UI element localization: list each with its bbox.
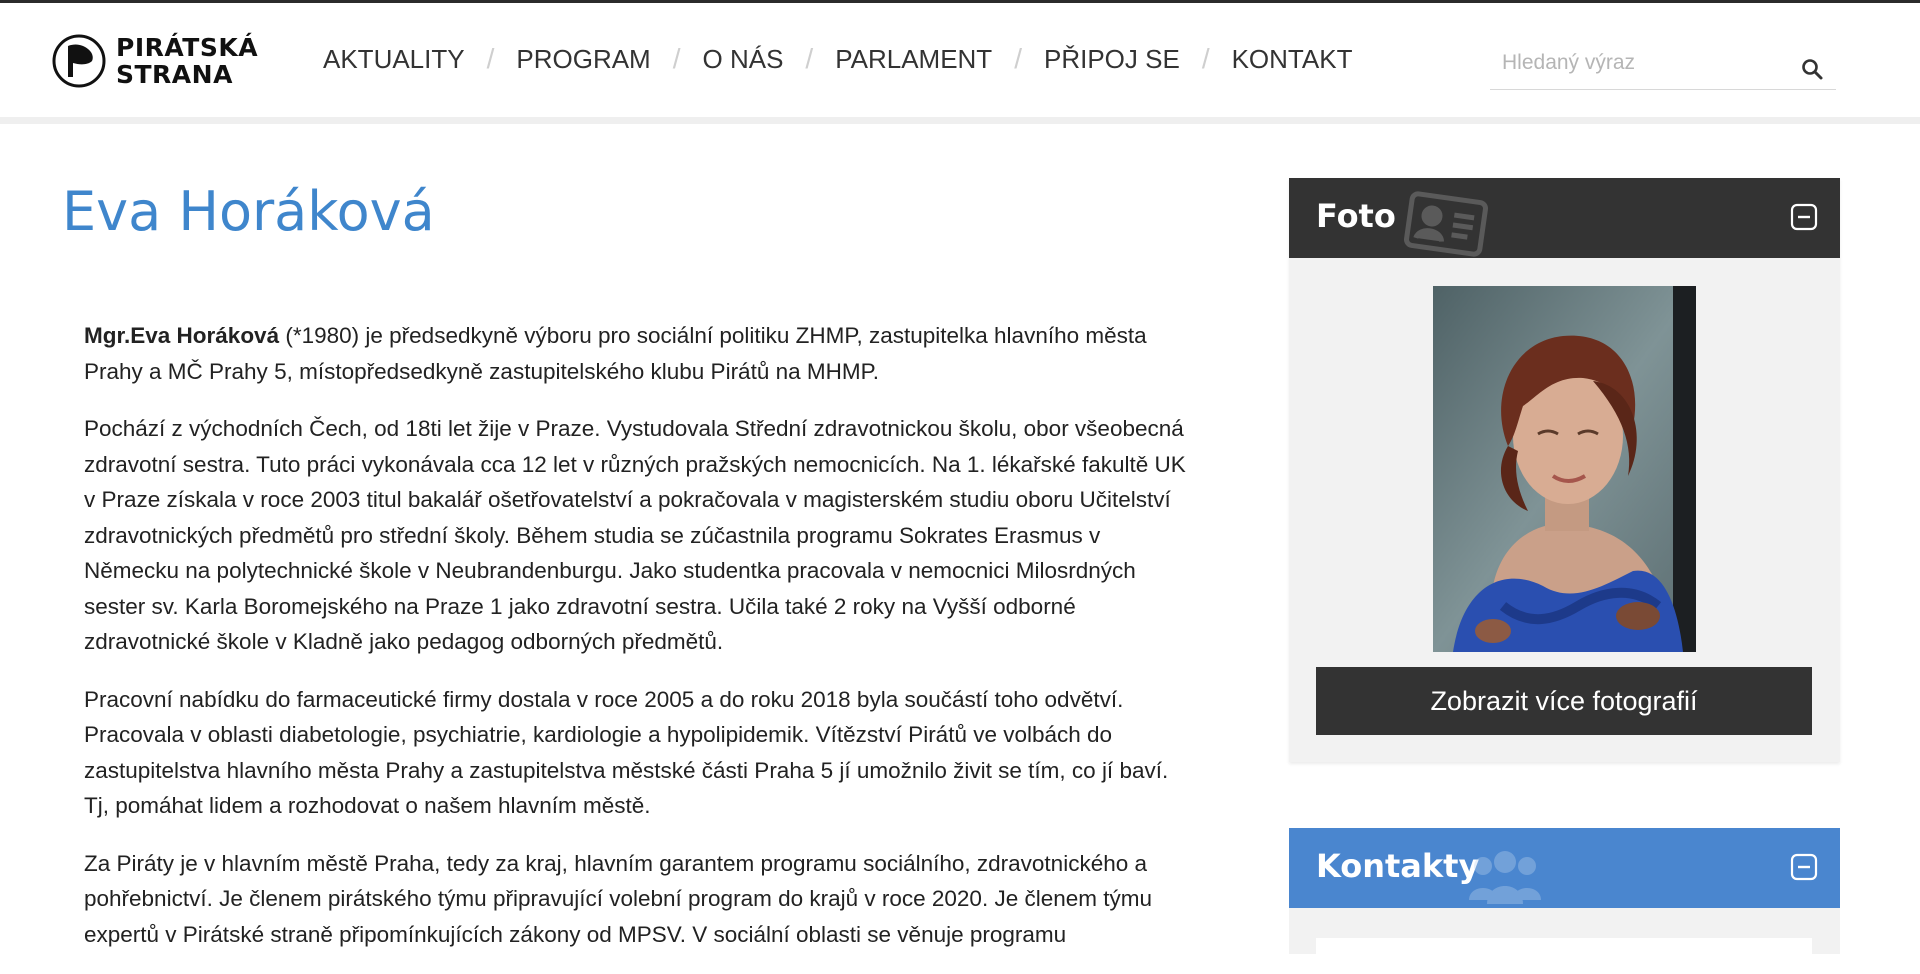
- nav-item-program[interactable]: PROGRAM: [516, 43, 651, 74]
- article-paragraph: Pracovní nabídku do farmaceutické firmy dostala v roce 2005 a do roku 2018 byla součástí toho odvětví. Pracovala v oblasti diabetologie, psychiatrie, kardiologie a hypolipidemik. Vítězství Pirátů ve volbách do zastupitelstva hlavního města Prahy a zastupitelstva městské části Praha 5 jí umožnilo živit se tím, co jí baví. Tj, pomáhat lidem a rozhodovat o našem hlavním městě.: [84, 686, 1169, 818]
- foto-panel-header: [1289, 178, 1840, 258]
- article-paragraph: Za Piráty je v hlavním městě Praha, tedy za kraj, hlavním garantem programu sociálního, zdravotnického a pohřebnictví. Je členem pirátského týmu připravující volební program do krajů v roce 2020. Je členem týmu expertů v Pirátské straně připomínkujících zákony od MPSV. V sociální oblasti se věnuje programu: [84, 850, 1153, 947]
- article-body: [84, 318, 1194, 974]
- collapse-foto-icon[interactable]: [1790, 203, 1818, 231]
- page-title: Eva Horáková: [62, 180, 435, 243]
- nav-separator: /: [1201, 43, 1210, 74]
- kontakt-card: [1316, 938, 1812, 968]
- users-icon: [1465, 848, 1545, 908]
- nav-separator: /: [672, 43, 681, 74]
- pirate-flag-logo-icon: [52, 33, 106, 89]
- main-nav: [323, 43, 1352, 75]
- kontakty-panel-title: Kontakty: [1316, 847, 1480, 885]
- search-box: [1490, 41, 1836, 90]
- nav-item-pripoj-se[interactable]: PŘIPOJ SE: [1043, 43, 1180, 74]
- kontakty-panel-header: [1289, 828, 1840, 908]
- site-logo[interactable]: [52, 33, 258, 89]
- article-paragraph: Pochází z východních Čech, od 18ti let žije v Praze. Vystudovala Střední zdravotnickou školu, obor všeobecná zdravotní sestra. Tuto práci vykonávala cca 12 let v různých pražských nemocnicích. Na 1. lékařské fakultě UK v Praze získala v roce 2003 titul bakalář ošetřovatelství a pokračovala v magisterském studiu oboru Učitelství zdravotnických předmětů pro střední školy. Během studia se zúčastnila programu Sokrates Erasmus v Německu na polytechnické škole v Neubrandenburgu. Jako studentka pracovala v nemocnici Milosrdných sester sv. Karla Boromejského na Praze 1 jako zdravotní sestra. Učila také 2 roky na Vyšší odborné zdravotnické škole v Kladně jako pedagog odborných předmětů.: [84, 416, 1186, 654]
- person-name-bold: Mgr.Eva Horáková: [84, 323, 280, 348]
- nav-separator: /: [805, 43, 814, 74]
- search-input[interactable]: [1500, 47, 1784, 79]
- foto-panel-title: Foto: [1316, 197, 1396, 235]
- collapse-kontakty-icon[interactable]: [1790, 853, 1818, 881]
- nav-item-aktuality[interactable]: AKTUALITY: [323, 43, 465, 74]
- brand-line-1: PIRÁTSKÁ: [116, 33, 259, 62]
- nav-item-o-nas[interactable]: O NÁS: [702, 43, 784, 74]
- site-header: [0, 3, 1920, 124]
- article-paragraph: [84, 318, 1194, 389]
- article-text: (*1980) je předsedkyně výboru pro sociální politiku ZHMP, zastupitelka hlavního města Prahy a MČ Prahy 5, místopředsedkyně zastupitelského klubu Pirátů na MHMP.: [84, 323, 1147, 384]
- brand-line-2: STRANA: [116, 60, 233, 89]
- nav-separator: /: [486, 43, 495, 74]
- profile-photo[interactable]: [1433, 286, 1696, 652]
- nav-separator: /: [1014, 43, 1022, 74]
- show-more-photos-button[interactable]: Zobrazit více fotografií: [1316, 667, 1812, 735]
- nav-item-kontakt[interactable]: KONTAKT: [1231, 43, 1353, 74]
- foto-panel: [1289, 178, 1840, 762]
- id-card-icon: [1401, 190, 1491, 258]
- nav-item-parlament[interactable]: PARLAMENT: [835, 43, 993, 74]
- portrait-image: [1433, 286, 1696, 652]
- kontakty-panel: [1289, 828, 1840, 954]
- search-icon[interactable]: [1800, 57, 1824, 81]
